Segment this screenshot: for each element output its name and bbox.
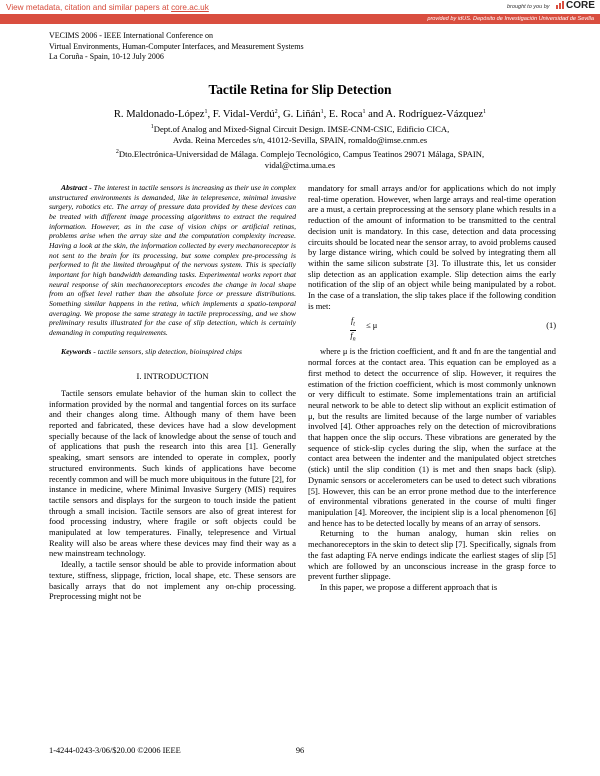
conference-header bbox=[49, 31, 304, 63]
footer-copyright: 1-4244-0243-3/06/$20.00 ©2006 IEEE bbox=[49, 746, 181, 755]
paper-title: Tactile Retina for Slip Detection bbox=[208, 82, 392, 97]
author-list: R. Maldonado-López$^1$, F. Vidal-Verdú$^2$, G. Liñán$^1$, E. Roca$^1$ and A. Rodríguez-Vázquez$^1$ bbox=[113, 109, 487, 120]
equation-1 bbox=[308, 316, 556, 342]
core-banner bbox=[0, 0, 600, 26]
affiliation-1: $^1$Dept.of Analog and Mixed-Signal Circuit Design. IMSE-CNM-CSIC, Edificio CICA, Avda. Reina Mercedes s/n, 41012-Sevilla, SPAIN, romaldo@imse.cnm.es bbox=[150, 124, 450, 145]
affiliation-2: $^2$Dto.Electrónica-Universidad de Málaga. Complejo Tecnológico, Campus Teatinos 29071 Málaga, SPAIN, vidal@ctima.uma.es bbox=[115, 149, 485, 170]
right-paragraph-3: Returning to the human analogy, human skin relies on mechanoreceptors in the skin to detect slip [7]. Specifically, signals from the fast adapting FA nerve endings indicate the earliest stages of slip [5] which are followed by an unconscious increase in the grasp force to prevent further slippage. bbox=[308, 528, 556, 582]
equation-relation: ≤ μ bbox=[366, 321, 378, 331]
brought-to-you-text: brought to you by bbox=[507, 4, 550, 10]
keywords: Keywords - tactile sensors, slip detection, bioinspired chips bbox=[61, 346, 242, 356]
section-heading-introduction: I. INTRODUCTION bbox=[136, 371, 209, 382]
right-paragraph-2: where μ is the friction coefficient, and ft and fn are the tangential and normal forces at the contact area. This equation can be employed as a first method to detect the occurrence of slip. However, it requires the estimation of the friction coefficient, which is most commonly unknown or very difficult to estimate. Some implementations train an artificial neural network to be able to detect slip without an explicit estimation of μ, but the results are limited because of the large number of variables involved [4]. Other approaches rely on the detection of microvibrations that happen once the slip occurs. These vibrations are generated by the sequence of stick-slip cycles during the slip, when the surface at the contact area between the indenter and the manipulated object stretches (stick) until the slip condition (1) is met and then snaps back (slip). Dynamic sensors or accelerometers can be used to detect such vibrations [5]. However, this can be an error prone method due to the interference of environmental vibrations generated in the course of multi finger manipulation [4]. Moreover, the incipient slip is a local phenomenon [6] and hence has to be detected locally by means of an array of sensors. bbox=[308, 346, 556, 528]
equation-fraction: $\frac{f_t}{f_n}$ bbox=[350, 316, 356, 343]
right-column bbox=[308, 183, 556, 593]
conference-line-3: La Coruña - Spain, 10-12 July 2006 bbox=[49, 52, 164, 61]
intro-paragraph-2: Ideally, a tactile sensor should be able to provide information about texture, stiffness, slippage, friction, local shape, etc. These sensors are basically arrays that do not implement any on-chip processing. Preprocessing might not be bbox=[49, 559, 296, 602]
conference-line-2: Virtual Environments, Human-Computer Interfaces, and Measurement Systems bbox=[49, 41, 304, 51]
conference-line-1: VECIMS 2006 - IEEE International Conference on bbox=[49, 31, 213, 40]
provided-by-bar[interactable]: provided by idUS. Depósito de Investigación Universidad de Sevilla bbox=[0, 14, 600, 24]
intro-paragraph-1: Tactile sensors emulate behavior of the human skin to collect the information provided by the normal and tangential forces on its surface and their changes along time. Although many of them have been reported and fabricated, these devices have had a slow development specially because of the lack of knowledge about the sense of touch and of applications that push the research into this area [1]. Generally speaking, smart sensors are intended to operate in complex, poorly structured environments. Such kinds of applications have become recently common and will be much more ubiquitous in the future [2], for instance in medicine, where Minimal Invasive Surgery (MIS) requires tactile sensors and displays for the surgeon to touch inside the patient through a small incision. Tactile sensors are also of great interest for food processing industry, where fragile or soft objects could be manipulated at low temperatures. Finally, telepresence and Virtual Reality will also be areas where these devices may find their way as a new mainstream technology. bbox=[49, 387, 296, 559]
core-logo[interactable]: CORE bbox=[556, 0, 595, 11]
core-metadata-link[interactable]: View metadata, citation and similar papers at core.ac.uk bbox=[6, 3, 209, 12]
abstract: Abstract - The interest in tactile sensors is increasing as their use in complex unstructured environments is demanded, like in telepresence, minimal invasive surgery, robotics etc. The array of pressure data provided by these devices can be treated with different image processing algorithms to extract the required information. However, as in the case of vision chips or artificial retinas, problems arise when the array size and the computation complexity increase. Having a look at the skin, the information collected by every mechanoreceptor is not sent to the brain for its processing, but some complex pre-processing is performed to fit the limited throughput of the nervous system. This is specially important for high bandwidth demanding tasks. Experimental works report that neural response of skin mechanoreceptors encodes the change in local shape from an offset level rather than the absolute force or pressure distributions. Something similar happens in the retina, which implements a spatio-temporal averaging. We propose the same strategy in tactile preprocessing, and we show preliminary results illustrated for the case of slip detection, which is certainly demanding in computing requirements. bbox=[49, 183, 296, 337]
page-number: 96 bbox=[295, 746, 305, 755]
core-logo-icon bbox=[556, 1, 564, 9]
equation-number: (1) bbox=[546, 321, 556, 331]
left-column bbox=[49, 183, 296, 602]
right-paragraph-1: mandatory for small arrays and/or for applications which do not imply real-time operation. However, when large arrays and real-time operation are a must, a certain preprocessing at the sensory plane which results in a reduction of the amount of information to be transmitted to the central decision unit is mandatory. In this case, detection and data processing circuits should be located near the sensor array, to avoid problems caused by large distance wiring, which could be solved by integrating them all within the same silicon substrate [3]. To illustrate this, let us consider slip detection as an application example. Slip detection aims the early notification of the slip of an object while being manipulated by a robot. In the case of a translation, the slip takes place if the following condition is met: bbox=[308, 183, 556, 311]
right-paragraph-4: In this paper, we propose a different approach that is bbox=[320, 581, 498, 592]
